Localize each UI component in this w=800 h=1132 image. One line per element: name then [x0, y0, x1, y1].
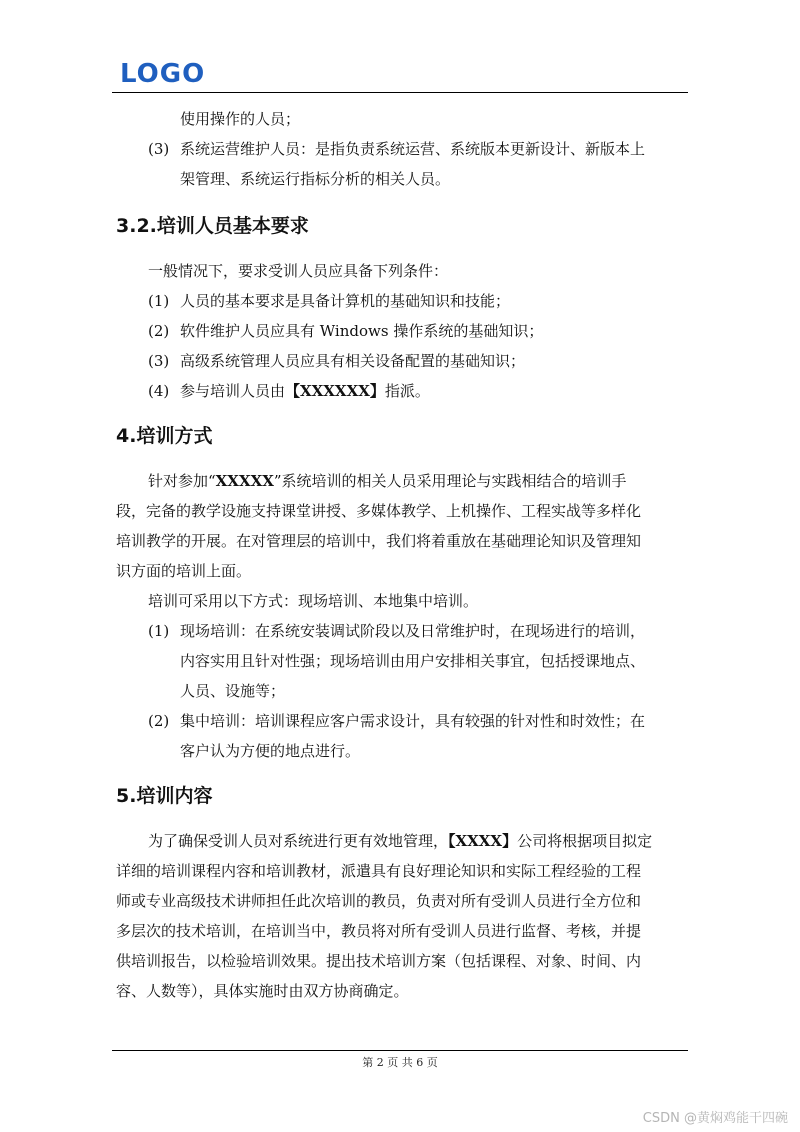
list-text: 高级系统管理人员应具有相关设备配置的基础知识； [180, 352, 526, 370]
section-heading-3-2: 3.2.培训人员基本要求 [116, 215, 309, 237]
section-heading-4: 4.培训方式 [116, 425, 213, 447]
list-text-bold: 【XXXXXX】 [285, 382, 385, 400]
list-text-continued: 内容实用且针对性强；现场培训由用户安排相关事宜，包括授课地点、 [180, 652, 646, 670]
list-text-continued: 架管理、系统运行指标分析的相关人员。 [180, 170, 451, 188]
text-run: ”系统培训的相关人员采用理论与实践相结合的培训手 [273, 472, 627, 490]
list-text: 现场培训：在系统安装调试阶段以及日常维护时，在现场进行的培训， [180, 622, 646, 640]
paragraph-line: 供培训报告，以检验培训效果。提出技术培训方案（包括课程、对象、时间、内 [116, 952, 642, 970]
section-heading-5: 5.培训内容 [116, 785, 213, 807]
text-run: 公司将根据项目拟定 [517, 832, 653, 850]
paragraph-line: 多层次的技术培训，在培训当中，教员将对所有受训人员进行监督、考核，并提 [116, 922, 642, 940]
list-number: (4) [148, 382, 170, 400]
list-text: 指派。 [384, 382, 430, 400]
paragraph-line: 师或专业高级技术讲师担任此次培训的教员，负责对所有受训人员进行全方位和 [116, 892, 642, 910]
list-text-continued: 客户认为方便的地点进行。 [180, 742, 361, 760]
text-run: 针对参加“ [148, 472, 216, 490]
watermark: CSDN @黄焖鸡能干四碗 [642, 1111, 788, 1126]
list-number: (2) [148, 712, 170, 730]
list-item [116, 706, 688, 736]
list-number: (1) [148, 292, 170, 310]
list-text: 系统运营维护人员：是指负责系统运营、系统版本更新设计、新版本上 [180, 140, 646, 158]
list-text: 软件维护人员应具有 Windows 操作系统的基础知识； [180, 322, 544, 340]
list-item [116, 134, 688, 164]
list-number: (1) [148, 622, 170, 640]
text-run: 为了确保受训人员对系统进行更有效地管理， [148, 832, 449, 850]
list-text: 人员的基本要求是具备计算机的基础知识和技能； [180, 292, 511, 310]
document-body [116, 104, 688, 1006]
footer-divider [112, 1050, 688, 1051]
text-run-bold: XXXXX [215, 472, 274, 490]
paragraph-line [116, 466, 688, 496]
paragraph-line: 段，完备的教学设施支持课堂讲授、多媒体教学、上机操作、工程实战等多样化 [116, 502, 642, 520]
list-text: 集中培训：培训课程应客户需求设计，具有较强的针对性和时效性；在 [180, 712, 646, 730]
paragraph-line: 培训可采用以下方式：现场培训、本地集中培训。 [148, 592, 479, 610]
paragraph-line: 详细的培训课程内容和培训教材，派遣具有良好理论知识和实际工程经验的工程 [116, 862, 642, 880]
paragraph-line: 识方面的培训上面。 [116, 562, 252, 580]
list-item [116, 346, 688, 376]
section-intro: 一般情况下，要求受训人员应具备下列条件： [148, 262, 449, 280]
paragraph-line: 培训教学的开展。在对管理层的培训中，我们将着重放在基础理论知识及管理知 [116, 532, 642, 550]
top-fragment: 使用操作的人员； [180, 110, 301, 128]
header-divider [112, 92, 688, 93]
list-text: 参与培训人员由 [180, 382, 286, 400]
paragraph-line [116, 826, 688, 856]
logo: LOGO [120, 59, 206, 89]
list-item [116, 616, 688, 646]
list-number: (3) [148, 352, 170, 370]
list-text-continued: 人员、设施等； [180, 682, 286, 700]
list-number: (2) [148, 322, 170, 340]
paragraph-line: 容、人数等），具体实施时由双方协商确定。 [116, 982, 409, 1000]
text-run-bold: 【XXXX】 [448, 832, 518, 850]
list-item [116, 376, 688, 406]
list-item [116, 316, 688, 346]
list-item [116, 286, 688, 316]
list-number: (3) [148, 140, 170, 158]
page-number: 第 2 页 共 6 页 [362, 1056, 438, 1069]
